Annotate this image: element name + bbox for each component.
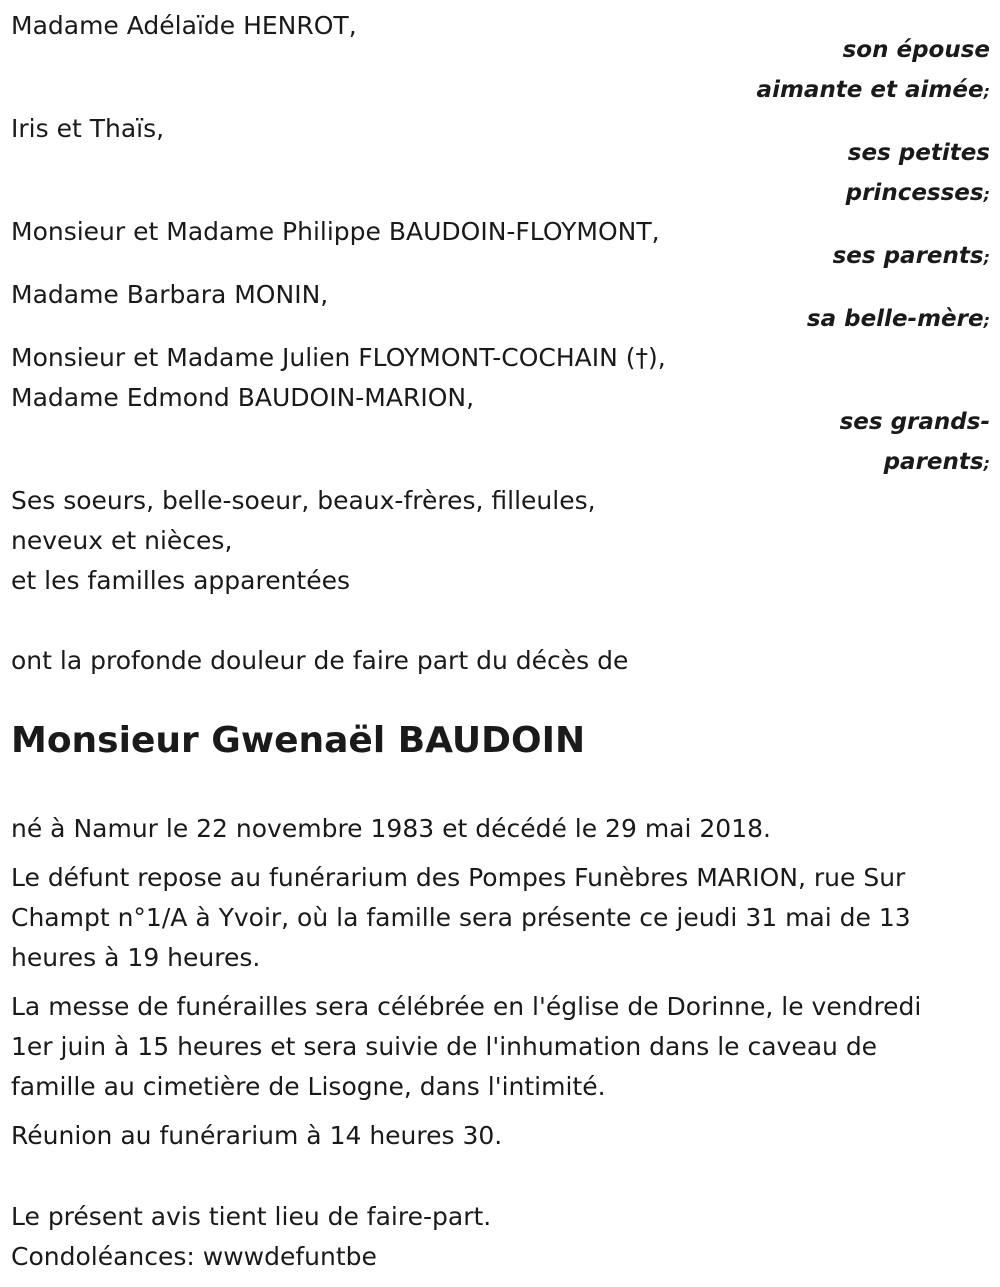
deceased-name: Monsieur Gwenaël BAUDOIN (11, 720, 586, 761)
relation-separator: ; (983, 248, 990, 267)
visitation-line: Le défunt repose au funérarium des Pompes Funèbres MARION, rue Sur (11, 863, 906, 892)
family-name-line: Madame Barbara MONIN, (11, 280, 329, 309)
relation-line: ses grands- (839, 409, 990, 435)
closing-line: Condoléances: wwwdefuntbe (11, 1242, 377, 1271)
others-line: et les familles apparentées (11, 566, 351, 595)
relation-text: ses parents (832, 243, 984, 269)
relation-text: princesses (845, 180, 984, 206)
family-name-line: Iris et Thaïs, (11, 114, 165, 143)
relation-line: son épouse (842, 37, 990, 63)
relation-text: aimante et aimée (756, 77, 984, 103)
closing-line: Le présent avis tient lieu de faire-part. (11, 1202, 492, 1231)
others-line: Ses soeurs, belle-soeur, beaux-frères, filleules, (11, 486, 596, 515)
visitation-line: Champt n°1/A à Yvoir, où la famille sera présente ce jeudi 31 mai de 13 (11, 903, 911, 932)
family-name-line: Monsieur et Madame Philippe BAUDOIN-FLOYMONT, (11, 217, 660, 246)
relation-text: sa belle-mère (806, 306, 984, 332)
family-name-line: Madame Edmond BAUDOIN-MARION, (11, 383, 475, 412)
funeral-line: La messe de funérailles sera célébrée en l'église de Dorinne, le vendredi (11, 992, 922, 1021)
visitation-line: heures à 19 heures. (11, 943, 261, 972)
relation-text: parents (883, 449, 984, 475)
relation-separator: ; (983, 454, 990, 473)
relation-line (884, 444, 990, 482)
relation-line (757, 72, 990, 110)
reunion-text: Réunion au funérarium à 14 heures 30. (11, 1121, 503, 1150)
relation-line (807, 301, 990, 339)
relation-line (846, 175, 990, 213)
relation-separator: ; (983, 185, 990, 204)
birth-death-text: né à Namur le 22 novembre 1983 et décédé le 29 mai 2018. (11, 814, 771, 843)
relation-line: ses petites (847, 140, 990, 166)
relation-separator: ; (983, 82, 990, 101)
others-line: neveux et nièces, (11, 526, 233, 555)
announcement-text: ont la profonde douleur de faire part du décès de (11, 646, 629, 675)
relation-line (833, 238, 990, 276)
family-name-line: Madame Adélaïde HENROT, (11, 11, 357, 40)
family-name-line: Monsieur et Madame Julien FLOYMONT-COCHAIN (†), (11, 343, 666, 372)
funeral-line: famille au cimetière de Lisogne, dans l'intimité. (11, 1072, 606, 1101)
relation-separator: ; (983, 311, 990, 330)
funeral-line: 1er juin à 15 heures et sera suivie de l'inhumation dans le caveau de (11, 1032, 878, 1061)
